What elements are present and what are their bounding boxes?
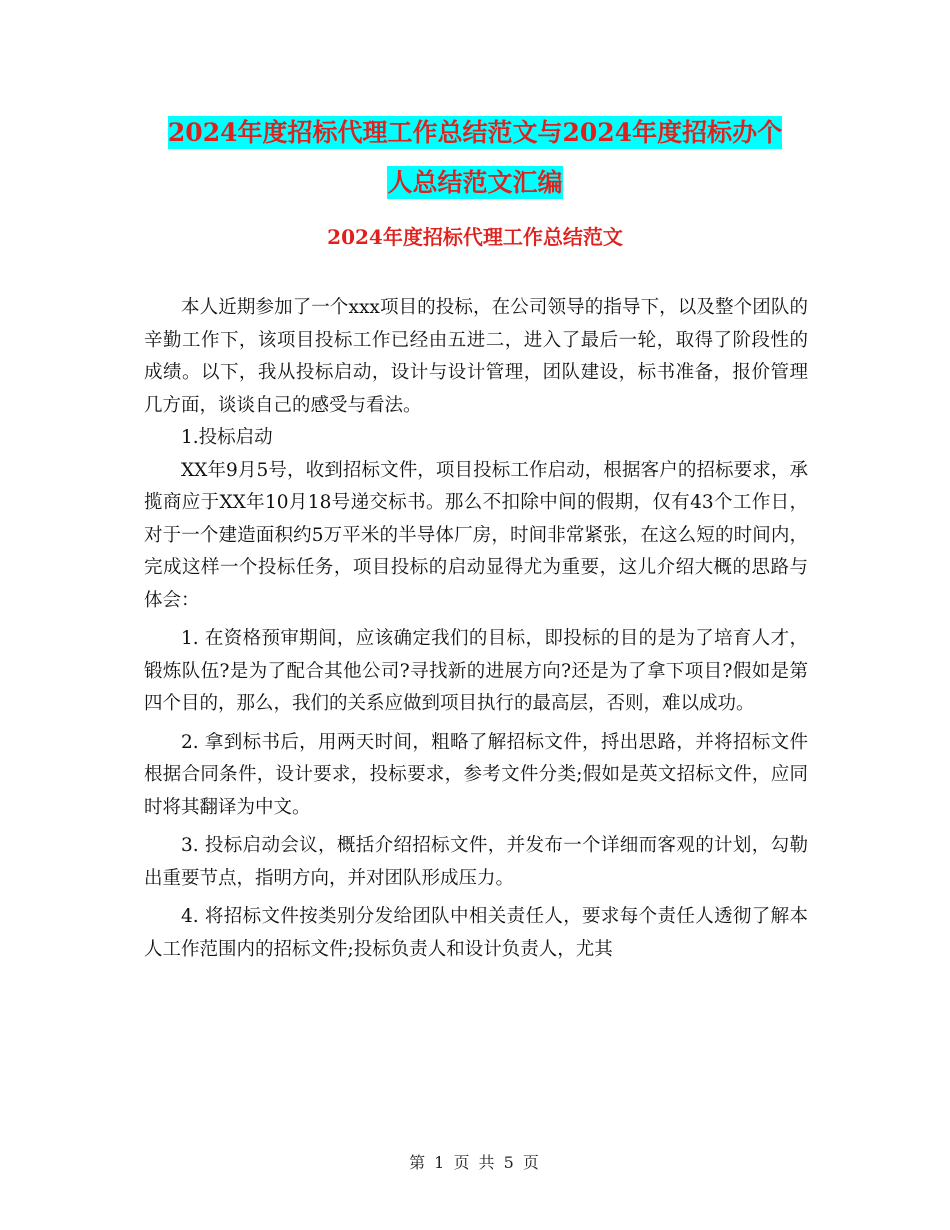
body-paragraph: 1.投标启动	[181, 427, 273, 448]
body-paragraph: 4. 将招标文件按类别分发给团队中相关责任人，要求每个责任人透彻了解本人工作范围内的招标文件;投标负责人和设计负责人，尤其	[144, 906, 808, 960]
body-paragraph: 2. 拿到标书后，用两天时间，粗略了解招标文件，捋出思路，并将招标文件根据合同条件，设计要求，投标要求，参考文件分类;假如是英文招标文件，应同时将其翻译为中文。	[144, 731, 808, 818]
document-title	[140, 108, 810, 208]
section-title: 2024年度招标代理工作总结范文	[327, 225, 623, 249]
document-title-line-1: 2024年度招标代理工作总结范文与2024年度招标办个	[167, 118, 783, 147]
body-paragraph: XX年9月5号，收到招标文件，项目投标工作启动，根据客户的招标要求，承揽商应于XX年10月18号递交标书。那么不扣除中间的假期，仅有43个工作日，对于一个建造面积约5万平米的半导体厂房，时间非常紧张，在这么短的时间内，完成这样一个投标任务，项目投标的启动显得尤为重要，这儿介绍大概的思路与体会：	[144, 459, 808, 611]
body-paragraph: 3. 投标启动会议，概括介绍招标文件，并发布一个详细而客观的计划，勾勒出重要节点，指明方向，并对团队形成压力。	[144, 835, 808, 889]
document-body	[144, 292, 808, 966]
body-paragraph: 1. 在资格预审期间，应该确定我们的目标，即投标的目的是为了培育人才，锻炼队伍?是为了配合其他公司?寻找新的进展方向?还是为了拿下项目?假如是第四个目的，那么，我们的关系应做到项目执行的最高层，否则，难以成功。	[144, 628, 808, 714]
page-footer: 第 1 页 共 5 页	[409, 1153, 541, 1172]
body-paragraph: 本人近期参加了一个xxx项目的投标，在公司领导的指导下，以及整个团队的辛勤工作下，该项目投标工作已经由五进二，进入了最后一轮，取得了阶段性的成绩。以下，我从投标启动，设计与设计管理，团队建设，标书准备，报价管理几方面，谈谈自己的感受与看法。	[144, 297, 808, 416]
document-title-line-2: 人总结范文汇编	[387, 168, 563, 197]
